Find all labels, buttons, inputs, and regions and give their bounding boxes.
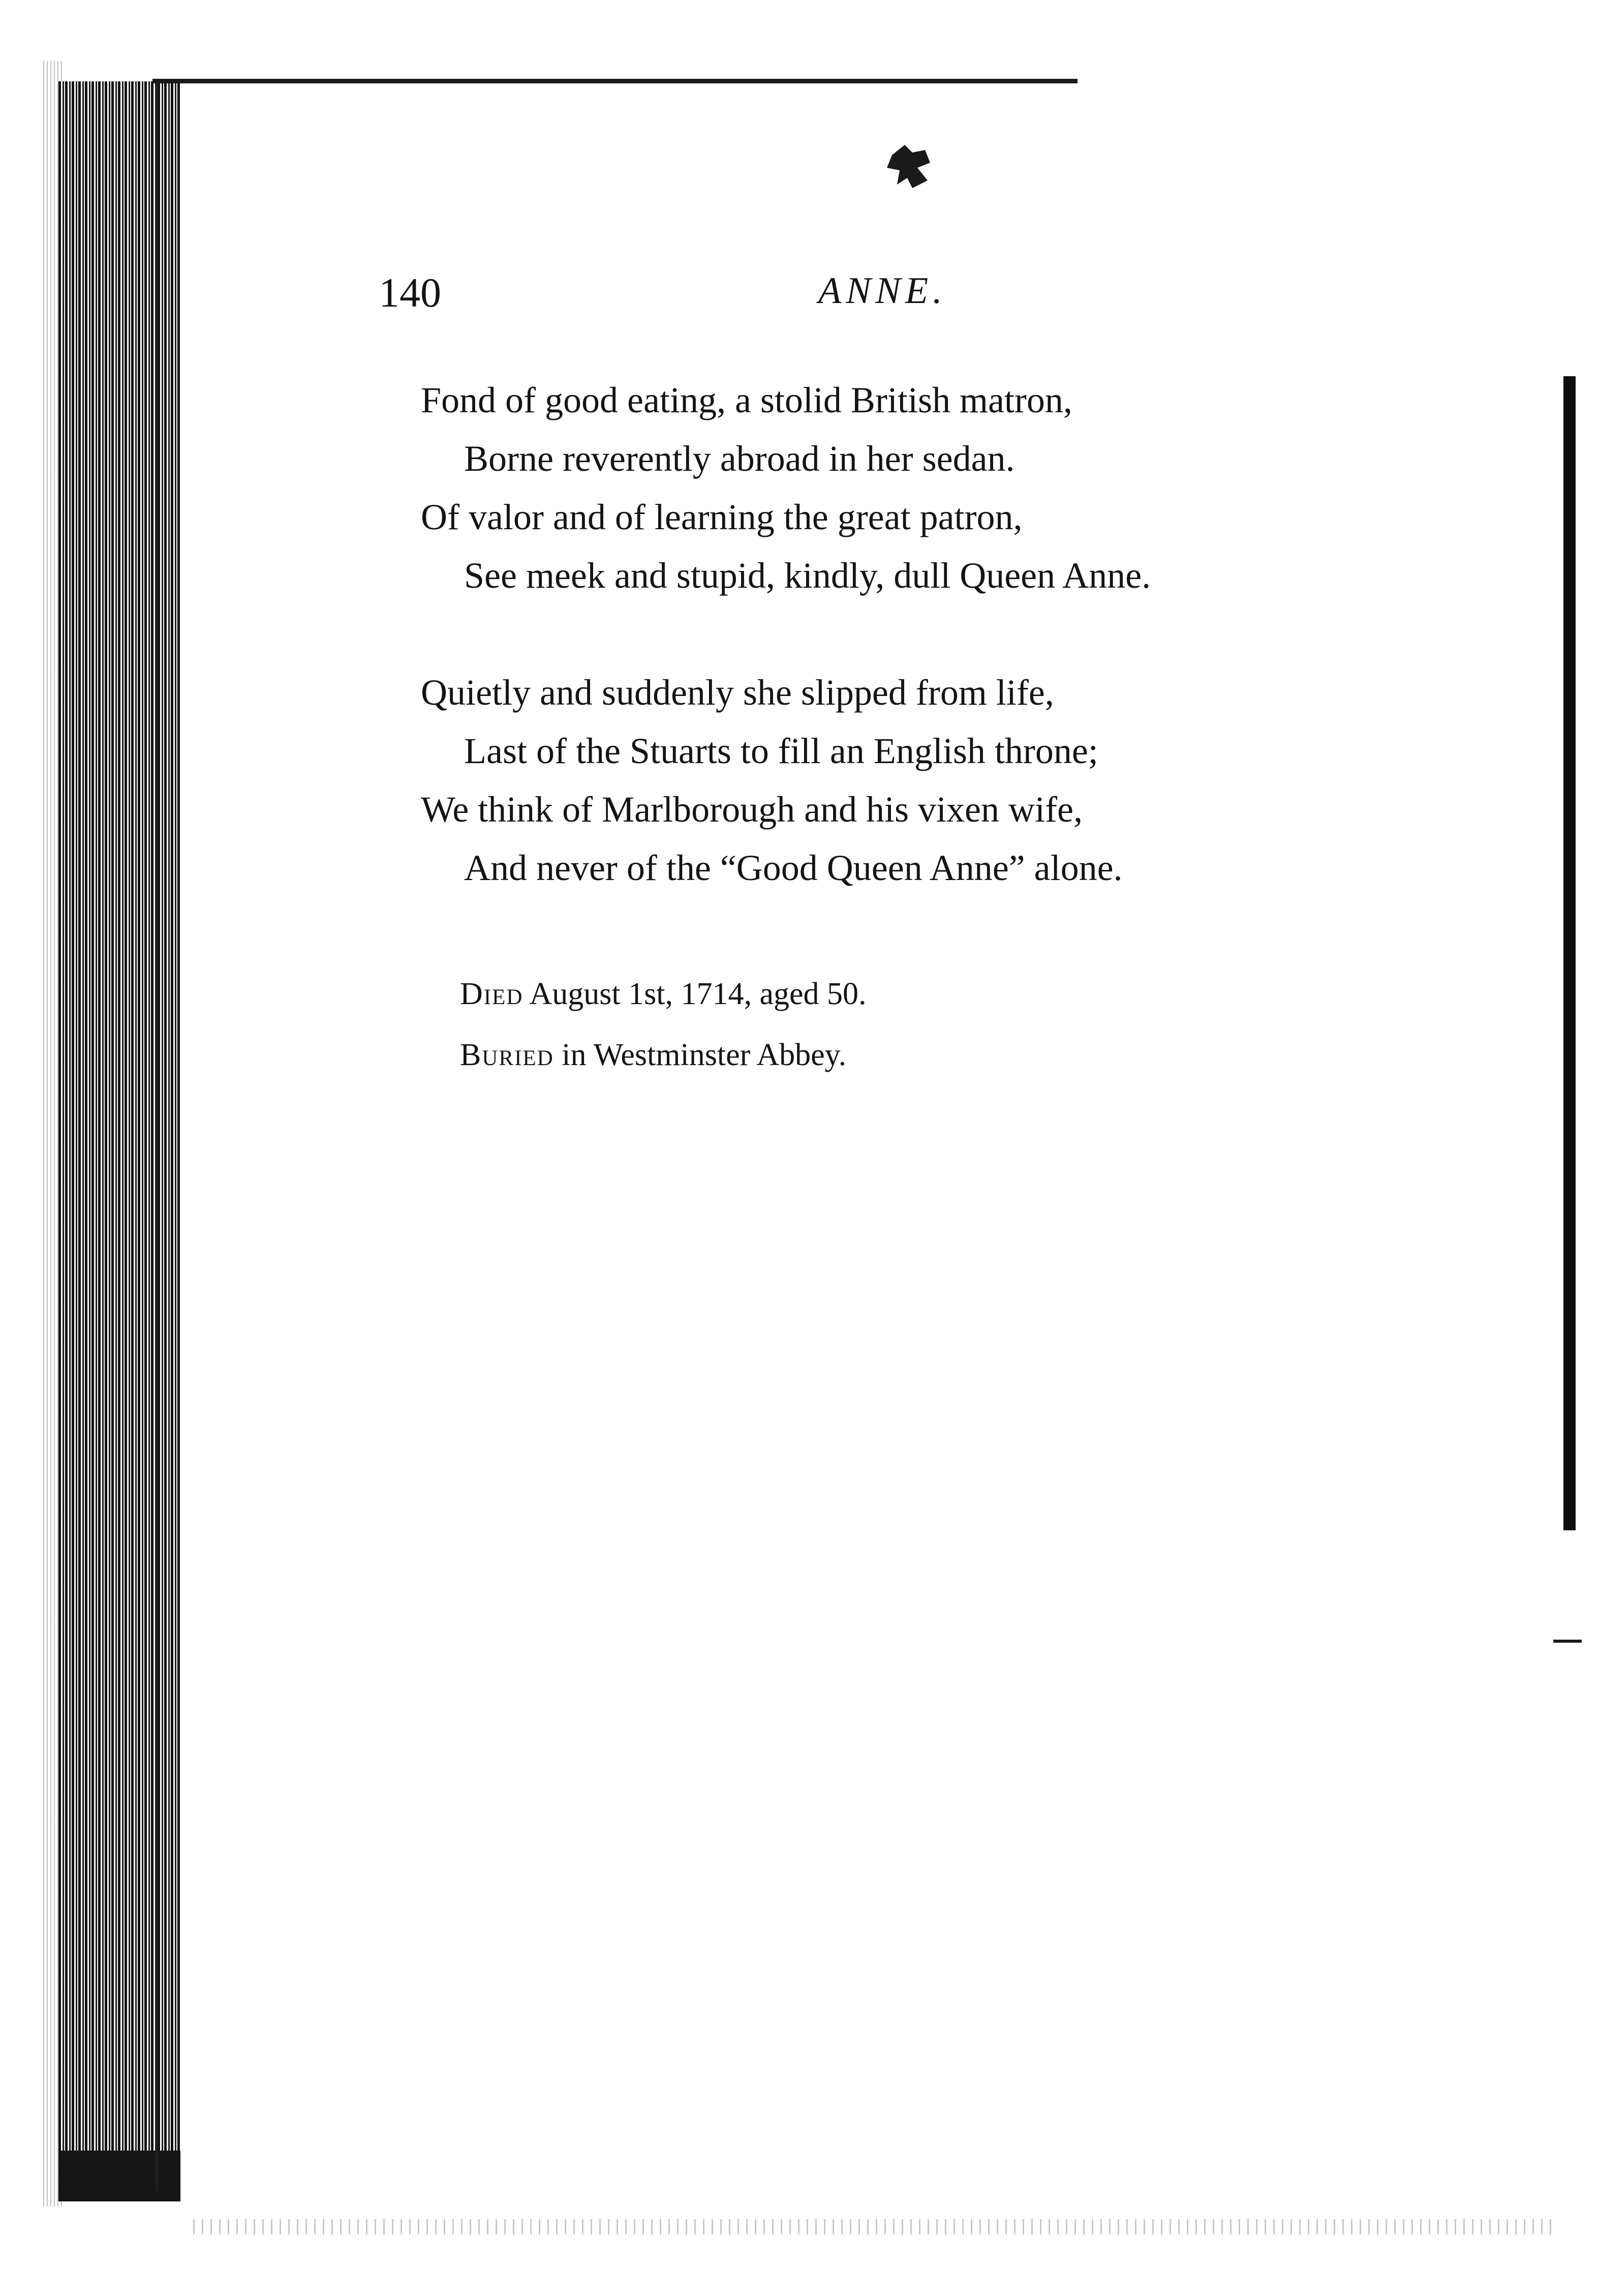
poem — [421, 371, 1437, 956]
poem-line: Quietly and suddenly she slipped from life, — [421, 672, 1054, 713]
poem-line: We think of Marlborough and his vixen wife, — [421, 789, 1083, 830]
page-number: 140 — [379, 269, 441, 316]
note-label: Died — [460, 977, 524, 1011]
poem-line: Of valor and of learning the great patron, — [421, 497, 1023, 537]
poem-line: See meek and stupid, kindly, dull Queen Anne. — [464, 555, 1151, 596]
stanza — [421, 663, 1437, 897]
poem-line: And never of the “Good Queen Anne” alone. — [464, 848, 1123, 888]
stanza — [421, 371, 1437, 605]
poem-line: Fond of good eating, a stolid British matron, — [421, 380, 1072, 420]
death-notes — [460, 963, 1375, 1085]
note-text: August 1st, 1714, aged 50. — [523, 977, 867, 1011]
note-label: Buried — [460, 1038, 554, 1072]
note-text: in Westminster Abbey. — [554, 1038, 847, 1072]
poem-line: Borne reverently abroad in her sedan. — [464, 438, 1015, 479]
running-head: ANNE. — [818, 270, 947, 312]
death-date-note — [460, 963, 1375, 1024]
poem-line: Last of the Stuarts to fill an English throne; — [464, 731, 1098, 771]
burial-note — [460, 1024, 1375, 1085]
